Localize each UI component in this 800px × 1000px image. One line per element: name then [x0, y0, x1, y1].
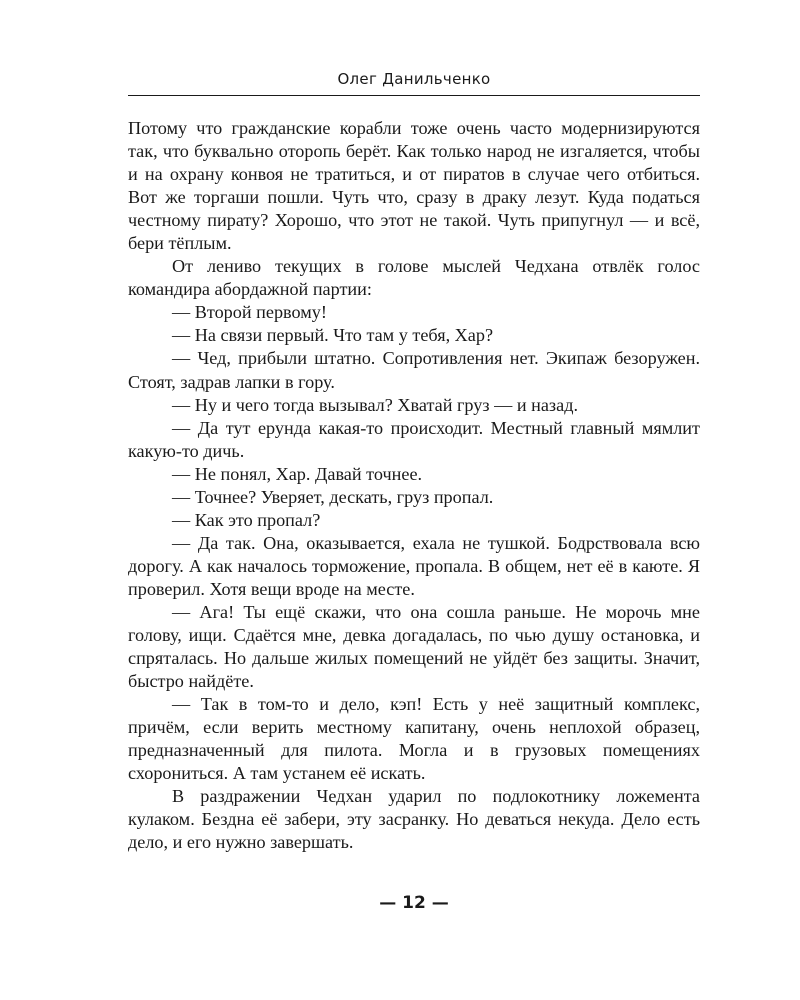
dialogue-line: — Да тут ерунда какая-то происходит. Местный главный мямлит какую-то дичь. [128, 417, 700, 461]
paragraph: Потому что гражданские корабли тоже очень часто модернизируются так, что буквально оторопь берёт. Как только народ не изгаляется, чтобы и на охрану конвоя не тратиться, и от пиратов в случае чего отбиться. Вот же торгаши пошли. Чуть что, сразу в драку лезут. Куда податься честному пирату? Хорошо, что этот не такой. Чуть припугнул — и всё, бери тёплым. [128, 118, 700, 254]
running-header: Олег Данильченко [337, 70, 491, 88]
dialogue-line: — Чед, прибыли штатно. Сопротивления нет. Экипаж безоружен. Стоят, задрав лапки в гору. [128, 348, 700, 392]
dialogue-line: — На связи первый. Что там у тебя, Хар? [172, 325, 494, 346]
dialogue-line: — Точнее? Уверяет, дескать, груз пропал. [172, 486, 494, 507]
header-rule [128, 95, 700, 96]
dialogue-line: — Так в том-то и дело, кэп! Есть у неё защитный комплекс, причём, если верить местному капитану, очень неплохой образец, предназначенный для пилота. Могла и в грузовых помещениях схорониться. А там устанем её искать. [128, 694, 700, 784]
dialogue-line: — Не понял, Хар. Давай точнее. [172, 463, 423, 484]
dialogue-line: — Ага! Ты ещё скажи, что она сошла раньше. Не морочь мне голову, ищи. Сдаётся мне, девка догадалась, по чью душу остановка, и спряталась. Но дальше жилых помещений не уйдёт без защиты. Значит, быстро найдёте. [128, 601, 700, 692]
dialogue-line: — Да так. Она, оказывается, ехала не тушкой. Бодрствовала всю дорогу. А как началось торможение, пропала. В общем, нет её в каюте. Я проверил. Хотя вещи вроде на месте. [128, 532, 700, 599]
paragraph: В раздражении Чедхан ударил по подлокотнику ложемента кулаком. Бездна её забери, эту засранку. Но деваться некуда. Дело есть дело, и его нужно завершать. [128, 786, 700, 853]
dialogue-line: — Второй первому! [172, 302, 327, 323]
page-number: — 12 — [379, 893, 449, 913]
dialogue-line: — Ну и чего тогда вызывал? Хватай груз — и назад. [172, 394, 578, 415]
dialogue-line: — Как это пропал? [172, 509, 321, 530]
body-text [128, 117, 700, 855]
paragraph: От лениво текущих в голове мыслей Чедхана отвлёк голос командира абордажной партии: [128, 256, 700, 300]
